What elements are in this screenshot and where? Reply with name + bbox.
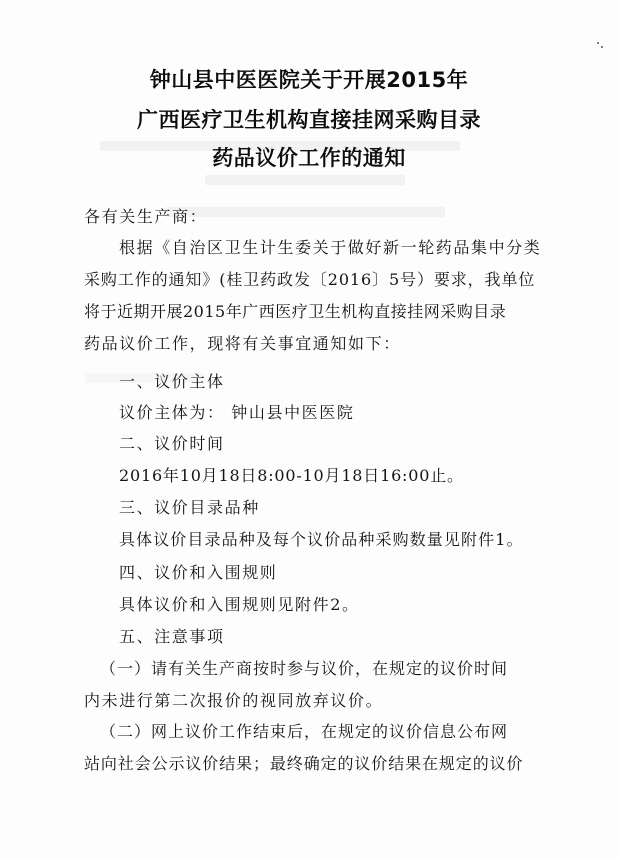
- section-heading: 一、议价主体: [119, 372, 225, 391]
- section-heading: 四、议价和入围规则: [119, 563, 278, 582]
- document-title-line: 钟山县中医医院关于开展2015年: [149, 68, 469, 92]
- bleed-through-mark: [205, 175, 405, 185]
- body-line: 具体议价目录品种及每个议价品种采购数量见附件1。: [119, 530, 524, 549]
- document-title-line: 药品议价工作的通知: [212, 146, 406, 170]
- body-line: 内未进行第二次报价的视同放弃议价。: [84, 691, 384, 710]
- body-line: （二）网上议价工作结束后，在规定的议价信息公布网: [100, 722, 509, 741]
- body-line: 站向社会公示议价结果；最终确定的议价结果在规定的议价: [84, 754, 524, 773]
- section-heading: 五、注意事项: [119, 627, 225, 646]
- scan-speck: [597, 42, 599, 44]
- body-line: 采购工作的通知》(桂卫药政发〔2016〕5号）要求，我单位: [84, 270, 536, 289]
- document-title-line: 广西医疗卫生机构直接挂网采购目录: [137, 108, 481, 132]
- body-line: 具体议价和入围规则见附件2。: [119, 595, 360, 614]
- body-line: 将于近期开展2015年广西医疗卫生机构直接挂网采购目录: [84, 302, 507, 321]
- body-line: 根据《自治区卫生计生委关于做好新一轮药品集中分类: [119, 238, 542, 257]
- body-line: 议价主体为： 钟山县中医医院: [119, 403, 355, 422]
- section-heading: 三、议价目录品种: [119, 498, 260, 517]
- section-heading: 二、议价时间: [119, 434, 225, 453]
- body-line: 2016年10月18日8:00-10月18日16:00止。: [119, 466, 464, 485]
- scan-speck: [601, 46, 603, 48]
- salutation: 各有关生产商：: [84, 207, 208, 226]
- body-line: 药品议价工作，现将有关事宜通知如下：: [84, 334, 401, 353]
- body-line: （一）请有关生产商按时参与议价，在规定的议价时间: [100, 659, 509, 678]
